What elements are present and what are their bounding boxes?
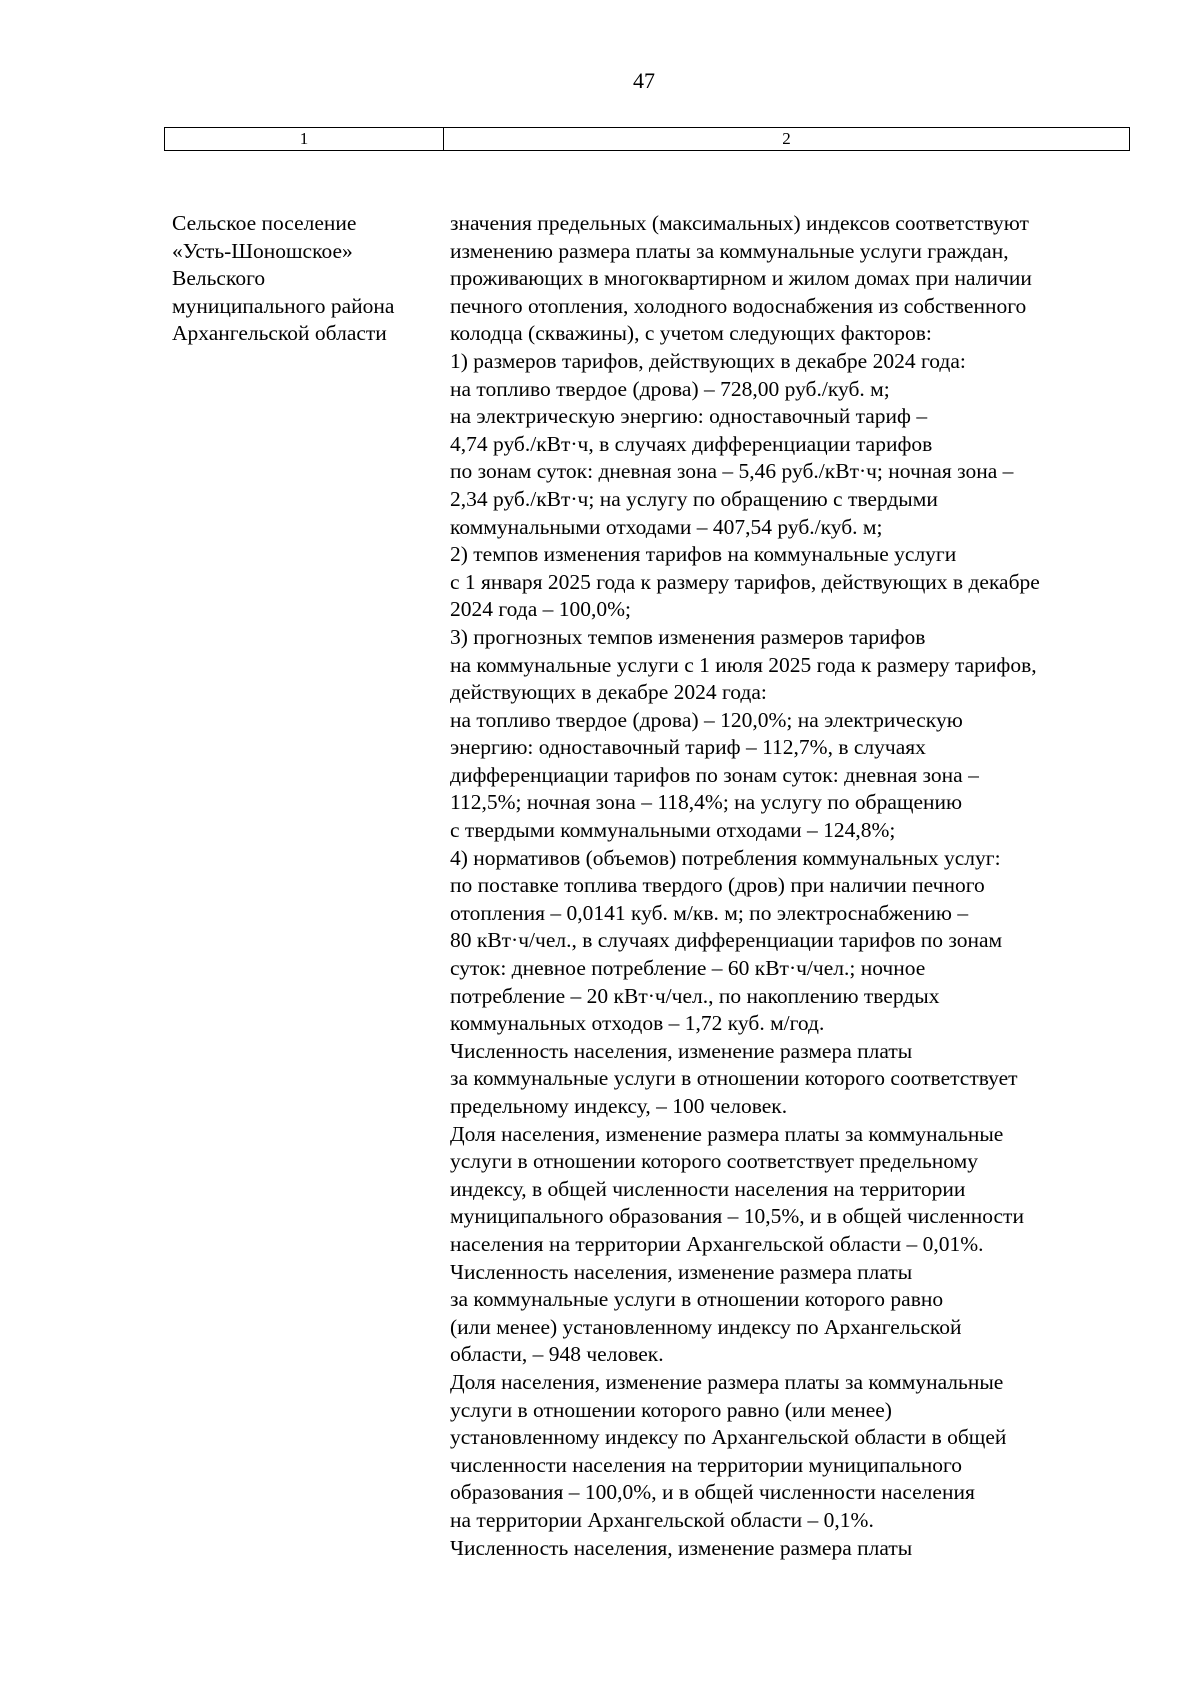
text-line: образования – 100,0%, и в общей численности населения [450,1480,975,1505]
text-line: потребление – 20 кВт·ч/чел., по накоплению твердых [450,983,940,1008]
municipality-name-cell [172,210,432,348]
text-line: на коммунальные услуги с 1 июля 2025 года к размеру тарифов, [450,652,1037,677]
page-number: 47 [633,68,655,93]
text-line: численности населения на территории муниципального [450,1452,963,1477]
text-line: по поставке топлива твердого (дров) при наличии печного [450,873,985,898]
text-line: Численность населения, изменение размера платы [450,1259,913,1284]
text-line: 2,34 руб./кВт·ч; на услугу по обращению с твердыми [450,486,938,511]
text-line: проживающих в многоквартирном и жилом домах при наличии [450,266,1032,291]
text-line: колодца (скважины), с учетом следующих факторов: [450,321,932,346]
text-line: области, – 948 человек. [450,1342,664,1367]
text-line: действующих в декабре 2024 года: [450,680,767,705]
text-line: на топливо твердое (дрова) – 120,0%; на электрическую [450,707,963,732]
text-line: населения на территории Архангельской области – 0,01%. [450,1231,984,1256]
table-header-row [164,127,1130,151]
text-line: печного отопления, холодного водоснабжения из собственного [450,293,1027,318]
municipality-name-line: Сельское поселение [172,211,357,235]
column-number-1: 1 [165,128,444,150]
text-line: муниципального образования – 10,5%, и в общей численности [450,1204,1024,1229]
municipality-name-line: Вельского [172,266,266,291]
text-line: индексу, в общей численности населения на территории [450,1176,966,1201]
text-line: на территории Архангельской области – 0,1%. [450,1507,874,1532]
text-line: с твердыми коммунальными отходами – 124,8%; [450,818,896,843]
text-line: 2) темпов изменения тарифов на коммунальные услуги [450,542,957,567]
text-line: Численность населения, изменение размера платы [450,1038,913,1063]
municipality-name-line: муниципального района [172,293,395,318]
text-line: суток: дневное потребление – 60 кВт·ч/чел.; ночное [450,956,926,981]
text-line: предельному индексу, – 100 человек. [450,1094,788,1118]
text-line: 2024 года – 100,0%; [450,597,632,622]
text-line: Доля населения, изменение размера платы за коммунальные [450,1369,1004,1394]
text-line: значения предельных (максимальных) индексов соответствуют [450,211,1029,235]
text-line: Доля населения, изменение размера платы за коммунальные [450,1121,1004,1146]
text-line: на электрическую энергию: одноставочный тариф – [450,404,928,429]
text-line: с 1 января 2025 года к размеру тарифов, действующих в декабре [450,569,1040,594]
text-line: энергию: одноставочный тариф – 112,7%, в случаях [450,735,926,760]
municipality-name-line: «Усть-Шоношское» [172,238,353,263]
text-line: на топливо твердое (дрова) – 728,00 руб./куб. м; [450,376,890,401]
text-line: 80 кВт·ч/чел., в случаях дифференциации тарифов по зонам [450,928,1003,953]
text-line: коммунальными отходами – 407,54 руб./куб. м; [450,514,883,539]
text-line: услуги в отношении которого равно (или менее) [450,1397,892,1422]
index-description-cell [450,210,1150,1562]
text-line: услуги в отношении которого соответствует предельному [450,1149,978,1174]
text-line: изменению размера платы за коммунальные услуги граждан, [450,238,1009,263]
text-line: отопления – 0,0141 куб. м/кв. м; по электроснабжению – [450,900,969,925]
text-line: дифференциации тарифов по зонам суток: дневная зона – [450,762,979,787]
text-line: по зонам суток: дневная зона – 5,46 руб./кВт·ч; ночная зона – [450,459,1014,484]
text-line: за коммунальные услуги в отношении которого соответствует [450,1066,1018,1091]
text-line: (или менее) установленному индексу по Архангельской [450,1314,962,1339]
text-line: 4,74 руб./кВт·ч, в случаях дифференциации тарифов [450,431,933,456]
text-line: 112,5%; ночная зона – 118,4%; на услугу по обращению [450,790,963,815]
text-line: установленному индексу по Архангельской области в общей [450,1425,1007,1450]
text-line: Численность населения, изменение размера платы [450,1535,913,1560]
text-line: 1) размеров тарифов, действующих в декабре 2024 года: [450,348,966,373]
column-number-2: 2 [782,129,791,148]
text-line: за коммунальные услуги в отношении которого равно [450,1287,944,1312]
text-line: 3) прогнозных темпов изменения размеров тарифов [450,624,926,649]
municipality-name-line: Архангельской области [172,321,387,346]
text-line: коммунальных отходов – 1,72 куб. м/год. [450,1011,825,1036]
text-line: 4) нормативов (объемов) потребления коммунальных услуг: [450,845,1001,870]
